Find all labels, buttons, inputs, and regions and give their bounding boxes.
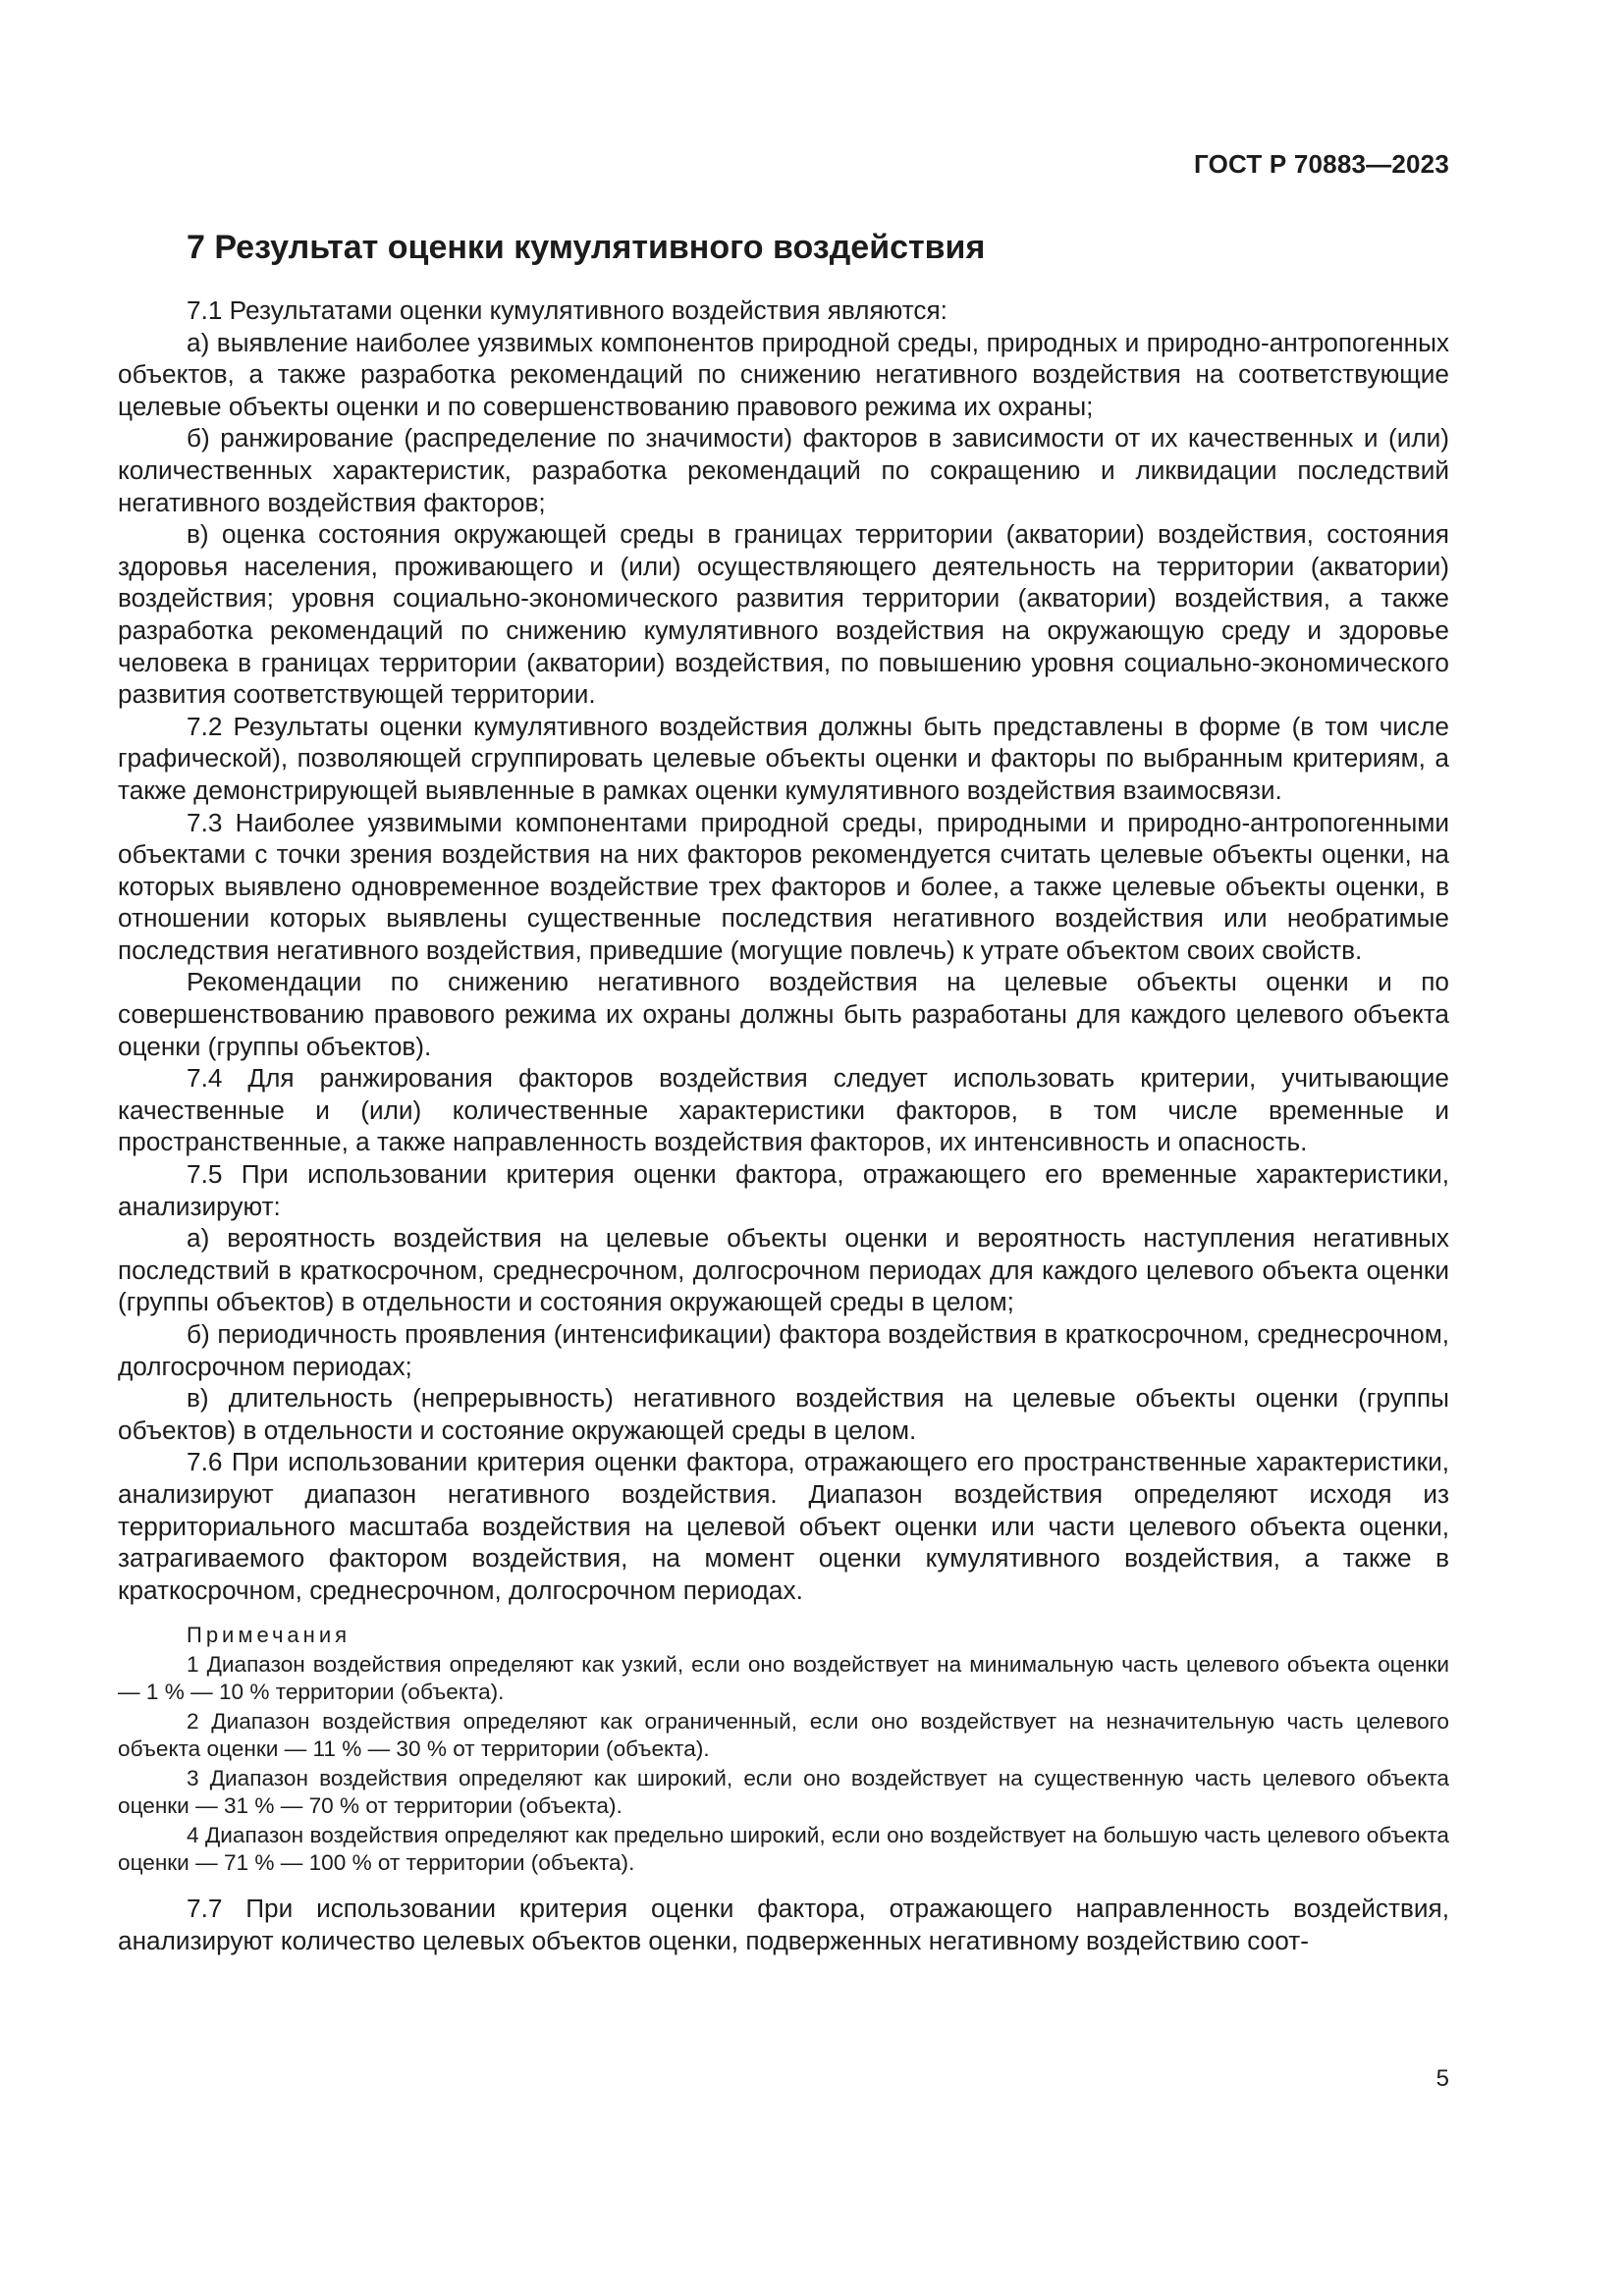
paragraph-recommendations: Рекомендации по снижению негативного воздействия на целевые объекты оценки и по совершенствованию правового режима их охраны должны быть разработаны для каждого целевого объекта оценки (группы объектов). bbox=[118, 967, 1449, 1061]
paragraph-7-1-v: в) оценка состояния окружающей среды в границах территории (акватории) воздействия, состояния здоровья населения, проживающего и (или) осуществляющего деятельность на территории (акватории) воздействия; уровня социально-экономического развития территории (акватории) воздействия, а также разработка рекомендаций по снижению кумулятивного воздействия на окружающую среду и здоровье человека в границах территории (акватории) воздействия, по повышению уровня социально-экономического развития соответствующей территории. bbox=[118, 519, 1449, 710]
standard-header: ГОСТ Р 70883—2023 bbox=[1194, 149, 1449, 179]
note-2: 2 Диапазон воздействия определяют как ограниченный, если оно воздействует на незначительную часть целевого объекта оценки — 11 % — 30 % от территории (объекта). bbox=[118, 1709, 1449, 1762]
paragraph-7-5-v: в) длительность (непрерывность) негативного воздействия на целевые объекты оценки (группы объектов) в отдельности и состояние окружающей среды в целом. bbox=[118, 1383, 1449, 1445]
paragraph-7-1-b: б) ранжирование (распределение по значимости) факторов в зависимости от их качественных и (или) количественных характеристик, разработка рекомендаций по сокращению и ликвидации последствий негативного воздействия факторов; bbox=[118, 423, 1449, 517]
paragraph-7-5-b: б) периодичность проявления (интенсификации) фактора воздействия в краткосрочном, среднесрочном, долгосрочном периодах; bbox=[118, 1319, 1449, 1381]
paragraph-7-1: 7.1 Результатами оценки кумулятивного воздействия являются: bbox=[187, 295, 947, 325]
paragraph-7-3: 7.3 Наиболее уязвимыми компонентами природной среды, природными и природно-антропогенными объектами с точки зрения воздействия на них факторов рекомендуется считать целевые объекты оценки, на которых выявлено одновременное воздействие трех факторов и более, а также целевые объекты оценки, в отношении которых выявлены существенные последствия негативного воздействия или необратимые последствия негативного воздействия, приведшие (могущие повлечь) к утрате объектом своих свойств. bbox=[118, 807, 1449, 965]
paragraph-7-1-a: а) выявление наиболее уязвимых компонентов природной среды, природных и природно-антропогенных объектов, а также разработка рекомендаций по снижению негативного воздействия на соответствующие целевые объекты оценки и по совершенствованию правового режима их охраны; bbox=[118, 327, 1449, 421]
page-content bbox=[118, 228, 1449, 1957]
section-title: 7 Результат оценки кумулятивного воздействия bbox=[187, 229, 986, 266]
paragraph-7-6: 7.6 При использовании критерия оценки фактора, отражающего его пространственные характеристики, анализируют диапазон негативного воздействия. Диапазон воздействия определяют исходя из территориального масштаба воздействия на целевой объект оценки или части целевого объекта оценки, затрагиваемого фактором воздействия, на момент оценки кумулятивного воздействия, а также в краткосрочном, среднесрочном, долгосрочном периодах. bbox=[118, 1447, 1449, 1605]
paragraph-7-5: 7.5 При использовании критерия оценки фактора, отражающего его временные характеристики, анализируют: bbox=[118, 1159, 1449, 1221]
paragraph-7-7: 7.7 При использовании критерия оценки фактора, отражающего направленность воздействия, анализируют количество целевых объектов оценки, подверженных негативному воздействию соот- bbox=[118, 1894, 1449, 1955]
paragraph-7-5-a: а) вероятность воздействия на целевые объекты оценки и вероятность наступления негативных последствий в краткосрочном, среднесрочном, долгосрочном периодах для каждого целевого объекта оценки (группы объектов) в отдельности и состояния окружающей среды в целом; bbox=[118, 1223, 1449, 1317]
note-1: 1 Диапазон воздействия определяют как узкий, если оно воздействует на минимальную часть целевого объекта оценки — 1 % — 10 % территории (объекта). bbox=[118, 1652, 1449, 1705]
note-3: 3 Диапазон воздействия определяют как широкий, если оно воздействует на существенную часть целевого объекта оценки — 31 % — 70 % от территории (объекта). bbox=[118, 1766, 1449, 1819]
paragraph-7-2: 7.2 Результаты оценки кумулятивного воздействия должны быть представлены в форме (в том числе графической), позволяющей сгруппировать целевые объекты оценки и факторы по выбранным критериям, а также демонстрирующей выявленные в рамках оценки кумулятивного воздействия взаимосвязи. bbox=[118, 711, 1449, 805]
notes-title: Примечания bbox=[187, 1623, 352, 1648]
note-4: 4 Диапазон воздействия определяют как предельно широкий, если оно воздействует на большую часть целевого объекта оценки — 71 % — 100 % от территории (объекта). bbox=[118, 1823, 1449, 1876]
paragraph-7-4: 7.4 Для ранжирования факторов воздействия следует использовать критерии, учитывающие качественные и (или) количественные характеристики факторов, в том числе временные и пространственные, а также направленность воздействия факторов, их интенсивность и опасность. bbox=[118, 1063, 1449, 1157]
page-number: 5 bbox=[1435, 2065, 1449, 2092]
body-text-bottom bbox=[118, 1893, 1449, 1956]
body-text-top bbox=[118, 294, 1449, 1606]
notes-block bbox=[118, 1622, 1449, 1877]
